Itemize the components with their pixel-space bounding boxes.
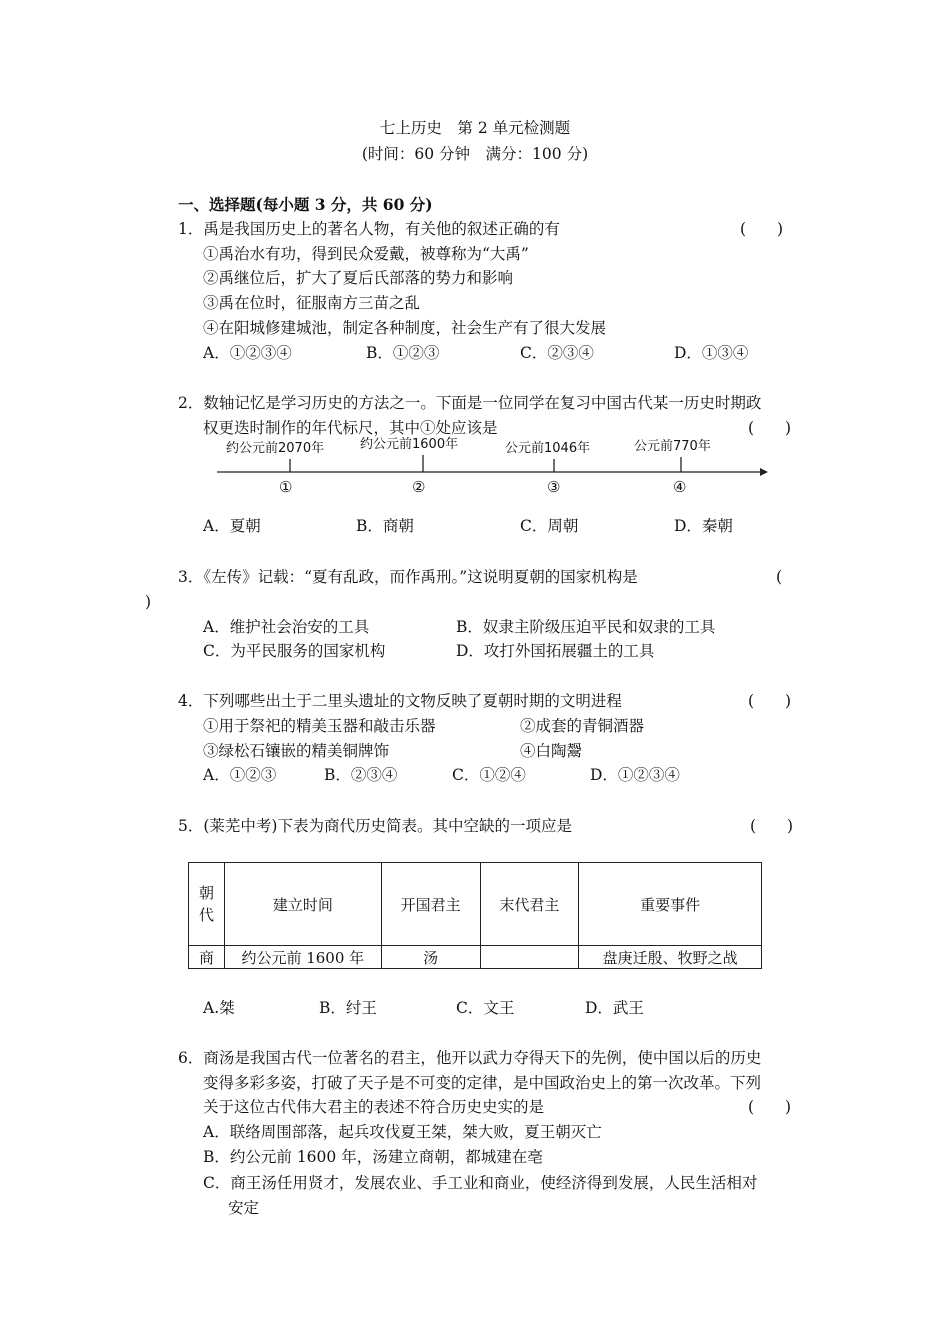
q6-option-a: A．联络周围部落，起兵攻伐夏王桀，桀大败，夏王朝灭亡	[203, 1123, 602, 1141]
timeline-label-4: 公元前770年	[634, 439, 711, 454]
q3-option-b: B．奴隶主阶级压迫平民和奴隶的工具	[456, 618, 716, 636]
section-heading: 一、选择题(每小题 3 分，共 60 分)	[178, 195, 433, 214]
q6-option-c: C．商王汤任用贤才，发展农业、手工业和商业，使经济得到发展，人民生活相对	[203, 1174, 758, 1192]
q1-option-d: D．①③④	[674, 344, 749, 362]
q5-stem: 5．(莱芜中考)下表为商代历史简表。其中空缺的一项应是	[178, 817, 572, 835]
q1-item-1: ①禹治水有功，得到民众爱戴，被尊称为“大禹”	[203, 245, 529, 263]
timeline-mark-2: ②	[412, 478, 426, 496]
q5-option-b: B．纣王	[319, 999, 377, 1017]
q3-option-d: D．攻打外国拓展疆土的工具	[456, 642, 655, 660]
q2-answer-bracket: ( )	[748, 419, 792, 437]
q4-item-1: ①用于祭祀的精美玉器和敲击乐器	[203, 717, 436, 735]
q6-answer-bracket: ( )	[748, 1098, 792, 1116]
q1-stem: 1．禹是我国历史上的著名人物，有关他的叙述正确的有	[178, 220, 560, 238]
q4-option-c: C．①②④	[452, 766, 526, 784]
q6-option-c-cont: 安定	[228, 1199, 260, 1217]
q3-stem: 3．《左传》记载：“夏有乱政，而作禹刑。”这说明夏朝的国家机构是	[178, 568, 638, 586]
table-header-dynasty: 朝代	[189, 863, 225, 946]
table-cell-founded: 约公元前 1600 年	[224, 946, 381, 969]
q1-item-3: ③禹在位时，征服南方三苗之乱	[203, 294, 421, 312]
q1-answer-bracket: ( )	[740, 220, 784, 238]
q1-option-c: C．②③④	[520, 344, 594, 362]
q6-option-b: B．约公元前 1600 年，汤建立商朝，都城建在亳	[203, 1148, 543, 1166]
q4-stem: 4．下列哪些出土于二里头遗址的文物反映了夏朝时期的文明进程	[178, 692, 622, 710]
timeline-arrow	[760, 468, 768, 476]
q4-item-2: ②成套的青铜酒器	[520, 717, 645, 735]
timeline-label-2: 约公元前1600年	[360, 437, 459, 452]
q4-option-d: D．①②③④	[590, 766, 680, 784]
timeline-label-3: 公元前1046年	[505, 441, 591, 456]
table-cell-dynasty: 商	[189, 946, 225, 969]
shang-history-table	[188, 862, 762, 969]
q6-stem-line1: 6．商汤是我国古代一位著名的君主，他开以武力夺得天下的先例，使中国以后的历史	[178, 1049, 762, 1067]
q3-bracket-open: (	[776, 568, 783, 586]
q2-stem-line1: 2．数轴记忆是学习历史的方法之一。下面是一位同学在复习中国古代某一历史时期政	[178, 394, 762, 412]
q2-option-d: D．秦朝	[674, 517, 733, 535]
q1-item-4: ④在阳城修建城池，制定各种制度，社会生产有了很大发展	[203, 319, 607, 337]
q5-answer-bracket: ( )	[750, 817, 794, 835]
table-cell-events: 盘庚迁殷、牧野之战	[579, 946, 762, 969]
q2-option-b: B．商朝	[356, 517, 414, 535]
q3-bracket-close: )	[145, 593, 152, 611]
timeline-mark-3: ③	[547, 478, 561, 496]
q4-option-a: A．①②③	[203, 766, 277, 784]
table-header-last-ruler: 末代君主	[480, 863, 579, 946]
table-header-founder: 开国君主	[381, 863, 480, 946]
q4-answer-bracket: ( )	[748, 692, 792, 710]
page-title: 七上历史 第 2 单元检测题	[379, 119, 571, 137]
q5-option-d: D．武王	[585, 999, 644, 1017]
timeline-mark-1: ①	[279, 478, 293, 496]
timeline-axis	[0, 0, 950, 500]
q4-item-3: ③绿松石镶嵌的精美铜牌饰	[203, 742, 390, 760]
q5-option-a: A.桀	[203, 999, 235, 1017]
table-cell-last-ruler	[480, 946, 579, 969]
q5-option-c: C．文王	[456, 999, 515, 1017]
table-header-founded: 建立时间	[224, 863, 381, 946]
q2-option-a: A．夏朝	[203, 517, 261, 535]
q1-option-a: A．①②③④	[203, 344, 292, 362]
q4-item-4: ④白陶鬶	[520, 742, 583, 760]
table-cell-founder: 汤	[381, 946, 480, 969]
page-subtitle: (时间：60 分钟 满分：100 分)	[361, 145, 589, 163]
timeline-mark-4: ④	[673, 478, 687, 496]
q3-option-a: A．维护社会治安的工具	[203, 618, 370, 636]
q6-stem-line3: 关于这位古代伟大君主的表述不符合历史史实的是	[203, 1098, 545, 1116]
q4-option-b: B．②③④	[324, 766, 398, 784]
timeline-label-1: 约公元前2070年	[226, 441, 325, 456]
q1-option-b: B．①②③	[366, 344, 440, 362]
q3-option-c: C．为平民服务的国家机构	[203, 642, 386, 660]
q2-option-c: C．周朝	[520, 517, 579, 535]
q1-item-2: ②禹继位后，扩大了夏后氏部落的势力和影响	[203, 269, 514, 287]
table-header-events: 重要事件	[579, 863, 762, 946]
q6-stem-line2: 变得多彩多姿，打破了天子是不可变的定律，是中国政治史上的第一次改革。下列	[203, 1074, 762, 1092]
q2-stem-line2: 权更迭时制作的年代标尺，其中①处应该是	[203, 419, 498, 437]
